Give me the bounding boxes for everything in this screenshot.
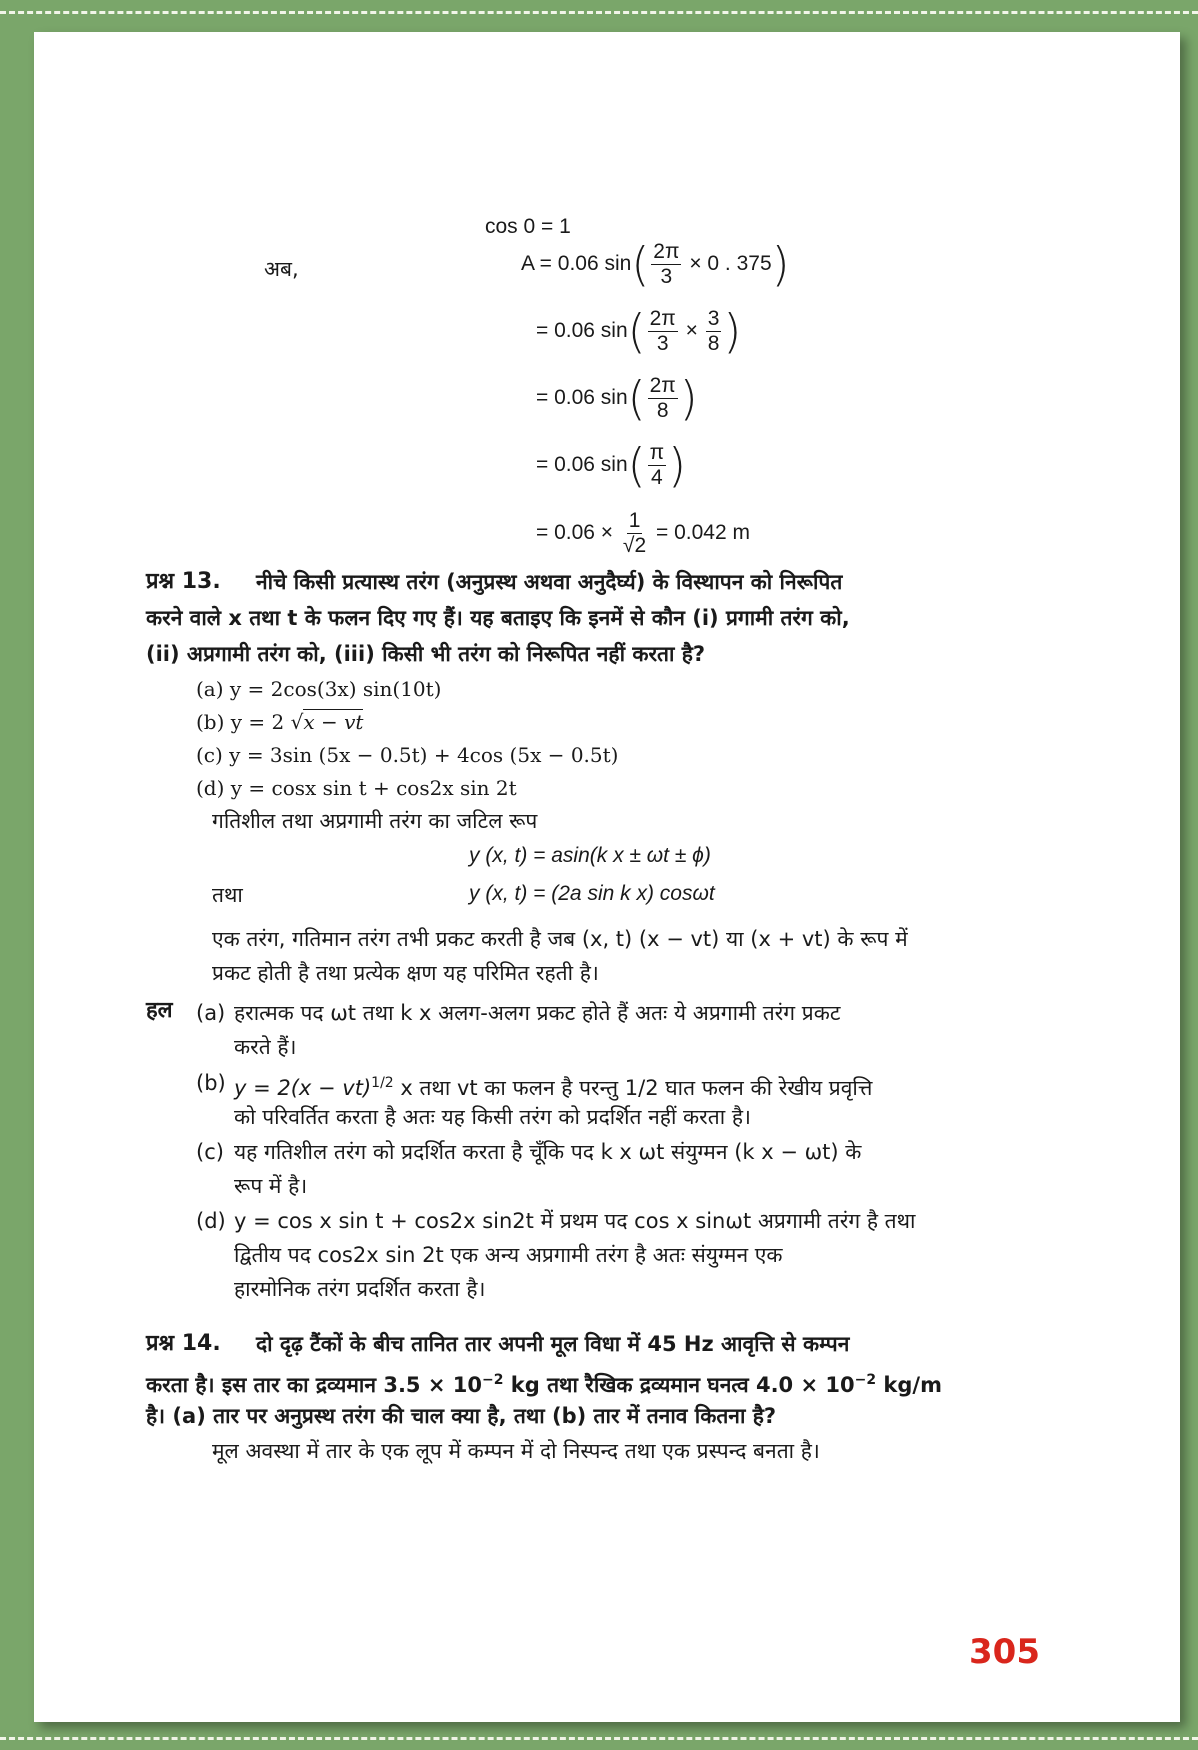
q13-option-b: (b) y = 2 √x − vt	[196, 710, 364, 734]
q14-line2: करता है। इस तार का द्रव्यमान $3.5 \times 10^{-2}$ kg तथा रैखिक द्रव्यमान घनत्व $4.0 \times 10^{-2}$ kg/m	[146, 1372, 942, 1397]
bottom-border-decoration	[0, 1737, 1198, 1740]
q13-line2: करने वाले x तथा t के फलन दिए गए हैं। यह बताइए कि इनमें से कौन (i) प्रगामी तरंग को,	[146, 606, 850, 630]
sol-d-tag: (d)	[196, 1209, 226, 1233]
sol-d-line1: y = cos x sin t + cos2x sin2t में प्रथम पद cos x sinωt अप्रगामी तरंग है तथा	[234, 1209, 916, 1233]
top-border-decoration	[0, 11, 1198, 14]
q13-label: प्रश्न 13.	[146, 569, 221, 594]
eq1-prefix: A = 0.06 sin	[521, 252, 632, 276]
sol-c-line2: रूप में है।	[234, 1174, 308, 1198]
sol-b-line1: y = 2(x − vt)$^{1/2}$ x तथा vt का फलन है परन्तु 1/2 घात फलन की रेखीय प्रवृत्ति	[234, 1075, 873, 1100]
sol-a-tag: (a)	[196, 1001, 226, 1025]
q13-option-d: (d) y = cosx sin t + cos2x sin 2t	[196, 776, 517, 800]
book-page	[34, 32, 1180, 1722]
equation-line-5: = 0.06 × $\frac{1}{√2}$ = 0.042 m	[536, 509, 750, 557]
sol-b-line2: को परिवर्तित करता है अतः यह किसी तरंग को प्रदर्शित नहीं करता है।	[234, 1105, 751, 1129]
intro-para-line2: प्रकट होती है तथा प्रत्येक क्षण यह परिमित रहती है।	[212, 961, 599, 985]
sol-d-line3: हारमोनिक तरंग प्रदर्शित करता है।	[234, 1277, 486, 1301]
sol-a-line2: करते हैं।	[234, 1035, 297, 1059]
equation-line-1: A = 0.06 sin( $\frac{2\pi}{3}$ × 0 . 375)	[521, 237, 790, 292]
equation-line-3: = 0.06 sin( $\frac{2\pi}{8}$ )	[536, 371, 698, 426]
intro-equation-1: y (x, t) = asin(k x ± ωt ± ϕ)	[469, 844, 711, 867]
q14-line1: दो दृढ़ टैंकों के बीच तानित तार अपनी मूल विधा में 45 Hz आवृत्ति से कम्पन	[256, 1332, 850, 1356]
q13-line1: नीचे किसी प्रत्यास्थ तरंग (अनुप्रस्थ अथवा अनुदैर्घ्य) के विस्थापन को निरूपित	[256, 570, 843, 594]
q13-line3: (ii) अप्रगामी तरंग को, (iii) किसी भी तरंग को निरूपित नहीं करता है?	[146, 642, 706, 666]
sol-a-line1: हरात्मक पद ωt तथा k x अलग-अलग प्रकट होते हैं अतः ये अप्रगामी तरंग प्रकट	[234, 1001, 841, 1025]
sol-c-line1: यह गतिशील तरंग को प्रदर्शित करता है चूँकि पद k x ωt संयुग्मन (k x − ωt) के	[234, 1140, 862, 1164]
q14-answer: मूल अवस्था में तार के एक लूप में कम्पन में दो निस्पन्द तथा एक प्रस्पन्द बनता है।	[212, 1439, 820, 1463]
q13-option-c: (c) y = 3sin (5x − 0.5t) + 4cos (5x − 0.5t)	[196, 743, 619, 767]
intro-line: गतिशील तथा अप्रगामी तरंग का जटिल रूप	[212, 809, 538, 833]
q14-line3: है। (a) तार पर अनुप्रस्थ तरंग की चाल क्या है, तथा (b) तार में तनाव कितना है?	[146, 1404, 777, 1428]
eq1-fraction: $\frac{2\pi}{3}$	[653, 240, 680, 288]
q13-option-a: (a) y = 2cos(3x) sin(10t)	[196, 677, 442, 701]
sol-d-line2: द्वितीय पद cos2x sin 2t एक अन्य अप्रगामी तरंग है अतः संयुग्मन एक	[234, 1243, 783, 1267]
tatha-label: तथा	[212, 883, 243, 907]
sol-b-tag: (b)	[196, 1071, 226, 1095]
equation-line-2: = 0.06 sin( $\frac{2\pi}{3}$ × $\frac{3}{8}$ )	[536, 304, 742, 359]
equation-line-4: = 0.06 sin( $\frac{\pi}{4}$ )	[536, 438, 687, 493]
cos-line: cos 0 = 1	[485, 215, 571, 238]
intro-para-line1: एक तरंग, गतिमान तरंग तभी प्रकट करती है जब (x, t) (x − vt) या (x + vt) के रूप में	[212, 927, 908, 951]
sol-c-tag: (c)	[196, 1140, 224, 1164]
q14-label: प्रश्न 14.	[146, 1331, 221, 1356]
page-number: 305	[969, 1632, 1040, 1672]
intro-equation-2: y (x, t) = (2a sin k x) cosωt	[469, 882, 715, 905]
ab-label: अब,	[264, 257, 299, 281]
eq1-tail: × 0 . 375	[689, 252, 772, 276]
solution-label: हल	[146, 998, 173, 1023]
